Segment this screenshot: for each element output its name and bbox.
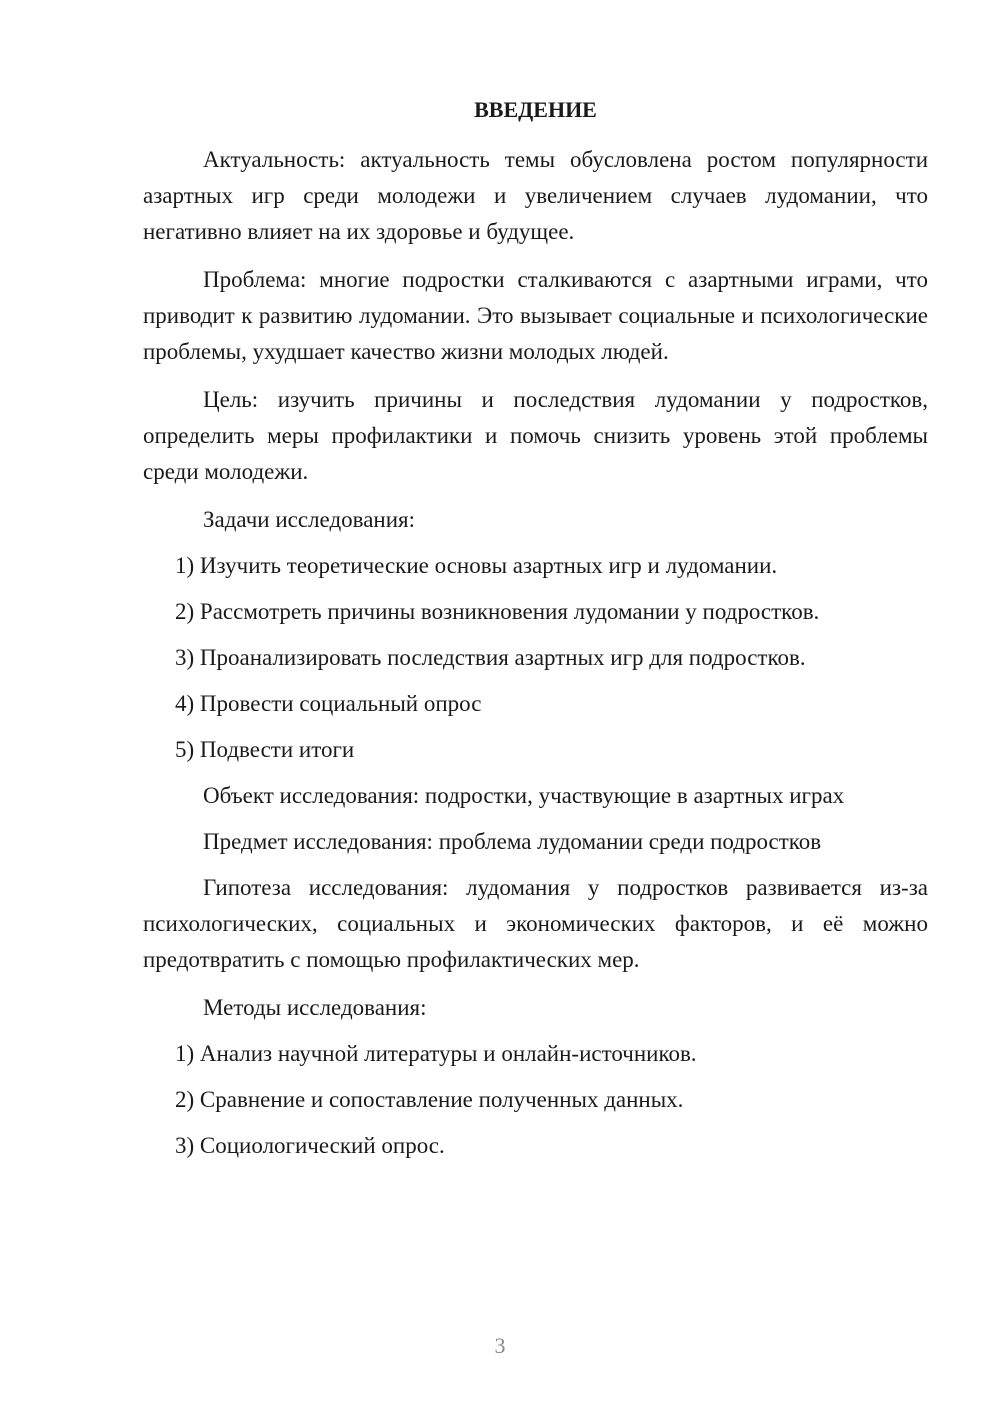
goal-paragraph: Цель: изучить причины и последствия лудомании у подростков, определить меры профилактики и помочь снизить уровень этой проблемы среди молодежи. bbox=[143, 387, 928, 484]
task-item-1: 1) Изучить теоретические основы азартных игр и лудомании. bbox=[175, 553, 778, 578]
task-item-2: 2) Рассмотреть причины возникновения лудомании у подростков. bbox=[175, 599, 820, 624]
subject-line: Предмет исследования: проблема лудомании среди подростков bbox=[203, 829, 822, 854]
object-line: Объект исследования: подростки, участвующие в азартных играх bbox=[203, 783, 845, 808]
page-number: 3 bbox=[494, 1333, 506, 1358]
relevance-paragraph: Актуальность: актуальность темы обусловлена ростом популярности азартных игр среди молодежи и увеличением случаев лудомании, что негативно влияет на их здоровье и будущее. bbox=[143, 147, 928, 244]
method-item-1: 1) Анализ научной литературы и онлайн-источников. bbox=[175, 1041, 697, 1066]
section-title: ВВЕДЕНИЕ bbox=[474, 97, 597, 122]
tasks-heading: Задачи исследования: bbox=[203, 507, 416, 532]
task-item-3: 3) Проанализировать последствия азартных игр для подростков. bbox=[175, 645, 806, 670]
hypothesis-paragraph: Гипотеза исследования: лудомания у подростков развивается из-за психологических, социальных и экономических факторов, и её можно предотвратить с помощью профилактических мер. bbox=[143, 875, 928, 972]
methods-heading: Методы исследования: bbox=[203, 995, 427, 1020]
task-item-5: 5) Подвести итоги bbox=[175, 737, 355, 762]
method-item-3: 3) Социологический опрос. bbox=[175, 1133, 445, 1158]
method-item-2: 2) Сравнение и сопоставление полученных данных. bbox=[175, 1087, 684, 1112]
problem-paragraph: Проблема: многие подростки сталкиваются с азартными играми, что приводит к развитию лудомании. Это вызывает социальные и психологические проблемы, ухудшает качество жизни молодых людей. bbox=[143, 267, 928, 364]
document-page bbox=[143, 88, 928, 1174]
task-item-4: 4) Провести социальный опрос bbox=[175, 691, 482, 716]
